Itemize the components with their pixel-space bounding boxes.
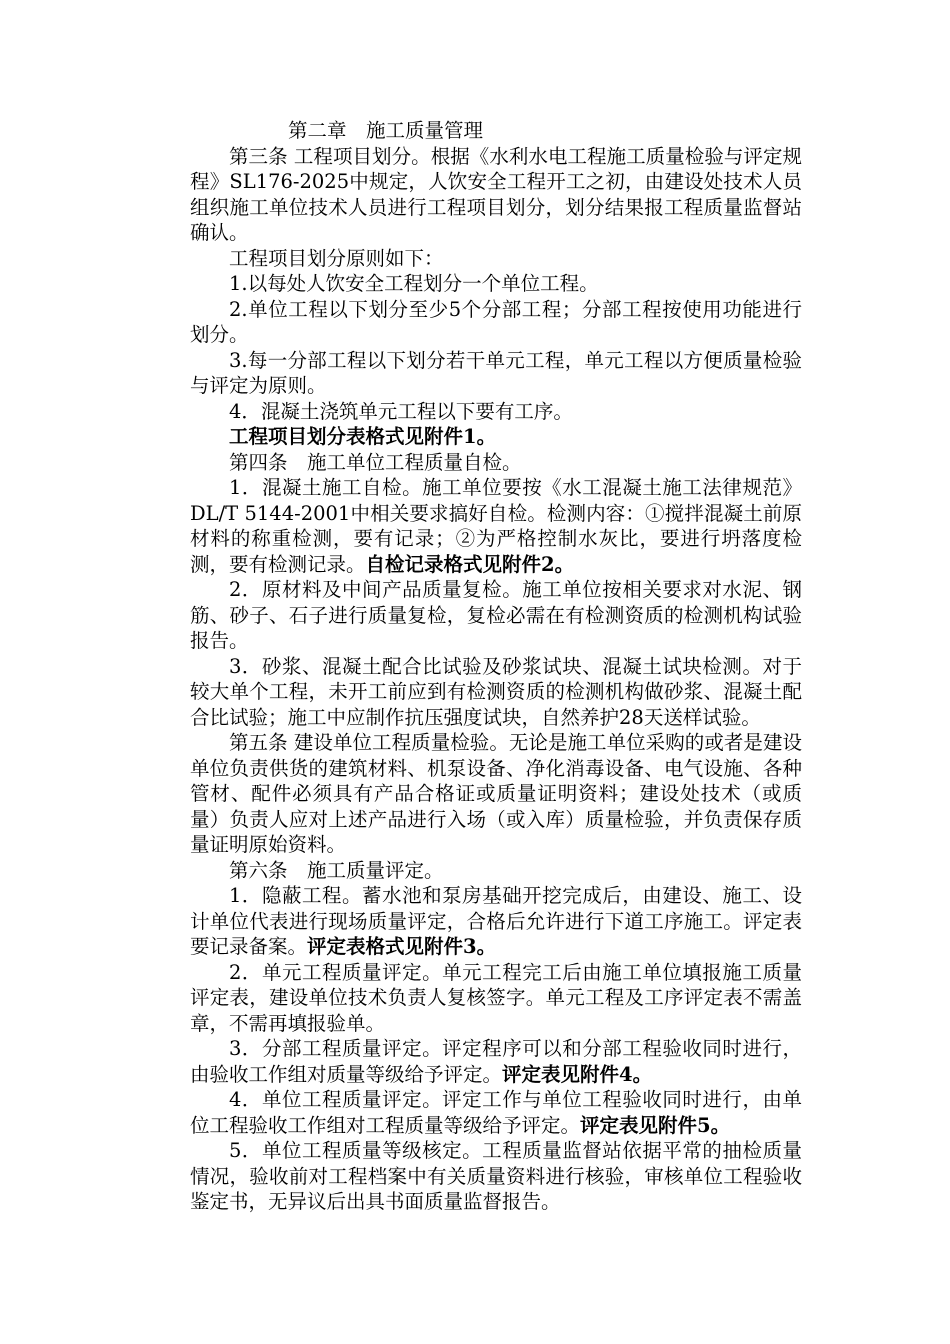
division-principles-intro: 工程项目划分原则如下： <box>229 246 444 270</box>
article-4-title: 第四条 施工单位工程质量自检。 <box>229 450 522 474</box>
principle-3: 3.每一分部工程以下划分若干单元工程，单元工程以方便质量检验与评定为原则。 <box>190 348 802 397</box>
chapter-title: 第二章 施工质量管理 <box>288 119 484 142</box>
article-6-item-3 <box>190 1036 802 1087</box>
attachment-1-note: 工程项目划分表格式见附件1。 <box>229 425 497 448</box>
article-6-item-4 <box>190 1087 802 1138</box>
article-4-item-2: 2．原材料及中间产品质量复检。施工单位按相关要求对水泥、钢筋、砂子、石子进行质量复检，复检必需在有检测资质的检测机构试验报告。 <box>190 578 802 652</box>
article-5-paragraph: 第五条 建设单位工程质量检验。无论是施工单位采购的或者是建设单位负责供货的建筑材料、机泵设备、净化消毒设备、电气设施、各种管材、配件必须具有产品合格证或质量证明资料；建设处技术（或质量）负责人应对上述产品进行入场（或入库）质量检验，并负责保存质量证明原始资料。 <box>190 731 802 856</box>
attachment-3-note: 评定表格式见附件3。 <box>307 935 497 958</box>
article-6-item-1 <box>190 883 802 960</box>
attachment-2-note: 自检记录格式见附件2。 <box>365 552 575 576</box>
attachment-5-note: 评定表见附件5。 <box>580 1113 731 1137</box>
article-4-item-1 <box>190 475 802 577</box>
article-6-item-1-text: 1．隐蔽工程。蓄水池和泵房基础开挖完成后，由建设、施工、设计单位代表进行现场质量评定，合格后允许进行下道工序施工。评定表要记录备案。 <box>190 884 802 958</box>
article-6-item-5: 5．单位工程质量等级核定。工程质量监督站依据平常的抽检质量情况，验收前对工程档案中有关质量资料进行核验，审核单位工程验收鉴定书，无异议后出具书面质量监督报告。 <box>190 1139 802 1213</box>
article-4-item-1-text: 1．混凝土施工自检。施工单位要按《水工混凝土施工法律规范》DL/T 5144-2001中相关要求搞好自检。检测内容：①搅拌混凝土前原材料的称重检测，要有记录；②为严格控制水灰比，要进行坍落度检测，要有检测记录。 <box>190 476 802 576</box>
article-6-title: 第六条 施工质量评定。 <box>229 858 444 882</box>
article-6-item-4-text: 4．单位工程质量评定。评定工作与单位工程验收同时进行，由单位工程验收工作组对工程质量等级给予评定。 <box>190 1088 802 1137</box>
article-6-item-3-text: 3．分部工程质量评定。评定程序可以和分部工程验收同时进行，由验收工作组对质量等级给予评定。 <box>190 1037 802 1086</box>
principle-4: 4．混凝土浇筑单元工程以下要有工序。 <box>229 399 573 423</box>
document-body <box>190 118 802 1215</box>
principle-2: 2.单位工程以下划分至少5个分部工程；分部工程按使用功能进行划分。 <box>190 297 802 346</box>
article-3-paragraph: 第三条 工程项目划分。根据《水利水电工程施工质量检验与评定规程》SL176-2025中规定，人饮安全工程开工之初，由建设处技术人员组织施工单位技术人员进行工程项目划分，划分结果报工程质量监督站确认。 <box>190 144 802 244</box>
article-4-item-3: 3．砂浆、混凝土配合比试验及砂浆试块、混凝土试块检测。对于较大单个工程，未开工前应到有检测资质的检测机构做砂浆、混凝土配合比试验；施工中应制作抗压强度试块，自然养护28天送样试验。 <box>190 654 802 729</box>
attachment-4-note: 评定表见附件4。 <box>502 1062 653 1086</box>
principle-1: 1.以每处人饮安全工程划分一个单位工程。 <box>229 272 599 295</box>
article-6-item-2: 2．单元工程质量评定。单元工程完工后由施工单位填报施工质量评定表，建设单位技术负责人复核签字。单元工程及工序评定表不需盖章，不需再填报验单。 <box>190 960 802 1035</box>
